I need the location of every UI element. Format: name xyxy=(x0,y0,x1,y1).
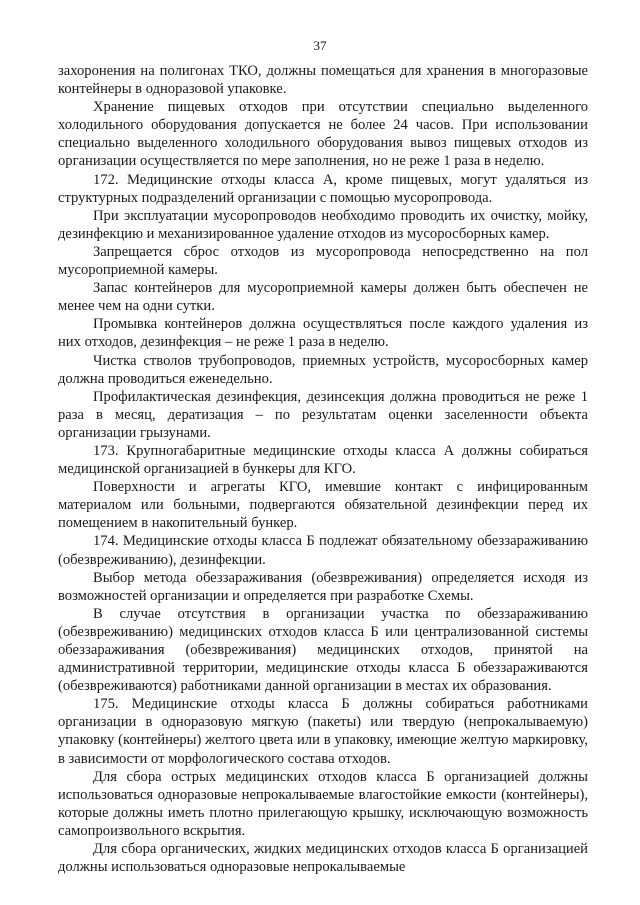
paragraph-item-172: 172. Медицинские отходы класса А, кроме пищевых, могут удаляться из структурных подразделений организации с помощью мусоропровода. xyxy=(58,171,588,206)
paragraph-container-washing: Промывка контейнеров должна осуществляться после каждого удаления из них отходов, дезинфекция – не реже 1 раза в неделю. xyxy=(58,316,588,351)
paragraph-method-choice: Выбор метода обеззараживания (обезвреживания) определяется исходя из возможностей организации и определяется при разработке Схемы. xyxy=(58,569,588,604)
paragraph-prevention: Профилактическая дезинфекция, дезинсекция должна проводиться не реже 1 раза в месяц, дератизация – по результатам оценки заселенности объекта организации грызунами. xyxy=(58,388,588,441)
paragraph-container-supply: Запас контейнеров для мусороприемной камеры должен быть обеспечен не менее чем на одни сутки. xyxy=(58,280,588,315)
page-number: 37 xyxy=(313,38,327,53)
paragraph-chute-prohibition: Запрещается сброс отходов из мусоропровода непосредственно на пол мусороприемной камеры. xyxy=(58,243,588,279)
paragraph-liquid-waste: Для сбора органических, жидких медицинских отходов класса Б организацией должны использоваться одноразовые непрокалываемые xyxy=(58,841,588,876)
paragraph-chute-maintenance: При эксплуатации мусоропроводов необходимо проводить их очистку, мойку, дезинфекцию и механизированное удаление отходов из мусоросборных камер. xyxy=(58,207,588,242)
paragraph-food-waste-storage: Хранение пищевых отходов при отсутствии специально выделенного холодильного оборудования допускается не более 24 часов. При использовании специально выделенного холодильного оборудования вывоз пищевых отходов из организации осуществляется по мере заполнения, но не реже 1 раза в неделю. xyxy=(58,99,588,170)
paragraph-pipe-cleaning: Чистка стволов трубопроводов, приемных устройств, мусоросборных камер должна проводиться еженедельно. xyxy=(58,352,588,387)
paragraph-kgo-surfaces: Поверхности и агрегаты КГО, имевшие контакт с инфицированным материалом или больными, подвергаются обязательной дезинфекции перед их помещением в накопительный бункер. xyxy=(58,479,588,532)
paragraph-sharp-waste: Для сбора острых медицинских отходов класса Б организацией должны использоваться одноразовые непрокалываемые влагостойкие емкости (контейнеры), которые должны иметь плотно прилегающую крышку, исключающую возможность самопроизвольного вскрытия. xyxy=(58,768,588,839)
paragraph-continuation: захоронения на полигонах ТКО, должны помещаться для хранения в многоразовые контейнеры в одноразовой упаковке. xyxy=(58,63,588,98)
paragraph-item-173: 173. Крупногабаритные медицинские отходы класса А должны собираться медицинской организацией в бункеры для КГО. xyxy=(58,442,588,478)
body-text xyxy=(58,62,588,876)
paragraph-item-174: 174. Медицинские отходы класса Б подлежат обязательному обеззараживанию (обезвреживанию), дезинфекции. xyxy=(58,533,588,568)
paragraph-item-175: 175. Медицинские отходы класса Б должны собираться работниками организации в одноразовую мягкую (пакеты) или твердую (непрокалываемую) упаковку (контейнеры) желтого цвета или в упаковку, имеющие желтую маркировку, в зависимости от морфологического состава отходов. xyxy=(58,696,588,767)
paragraph-no-site-case: В случае отсутствия в организации участка по обеззараживанию (обезвреживанию) медицинских отходов класса Б или централизованной системы обеззараживания (обезвреживания) медицинских отходов, принятой на административной территории, медицинские отходы класса Б обеззараживаются (обезвреживаются) работниками данной организации в местах их образования. xyxy=(58,605,588,695)
